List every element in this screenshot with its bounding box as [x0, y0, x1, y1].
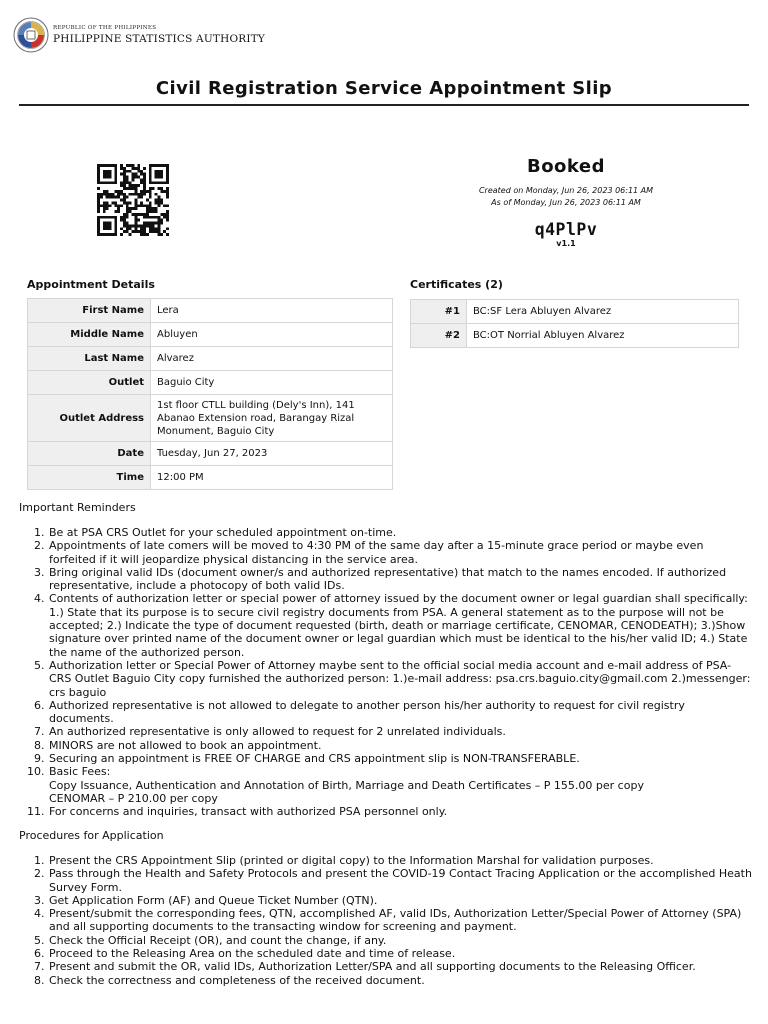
list-item: 6. Authorized representative is not allowed to delegate to another person his/her authority to request for civil registry documents.: [48, 699, 753, 726]
list-item: 4. Present/submit the corresponding fees, QTN, accomplished AF, valid IDs, Authorization Letter/Special Power of Attorney (SPA) and all supporting documents to the transacting window for screening and payment.: [48, 907, 753, 934]
page-title: Civil Registration Service Appointment Slip: [155, 78, 613, 99]
version-label: v1.1: [556, 239, 576, 248]
logo-country-text: REPUBLIC OF THE PHILIPPINES: [53, 25, 157, 31]
date-value: Tuesday, Jun 27, 2023: [151, 442, 393, 466]
first-name-label: First Name: [28, 299, 151, 323]
table-row: [28, 299, 393, 323]
title-divider: [19, 104, 749, 106]
list-item: 5. Authorization letter or Special Power of Attorney maybe sent to the official social media account and e-mail address of PSA-CRS Outlet Baguio City copy furnished the authorized person: 1.)e-mail address: psa.crs.baguio.city@gmail.com 2.)messenger: crs baguio: [48, 659, 753, 699]
certificate-value: BC:OT Norrial Abluyen Alvarez: [467, 324, 739, 348]
list-item: 6. Proceed to the Releasing Area on the scheduled date and time of release.: [48, 947, 753, 960]
list-item: 7. An authorized representative is only allowed to request for 2 unrelated individuals.: [48, 725, 753, 738]
last-name-value: Alvarez: [151, 347, 393, 371]
table-row: [411, 324, 739, 348]
psa-logo: [13, 17, 265, 53]
list-item: 1. Be at PSA CRS Outlet for your scheduled appointment on-time.: [48, 526, 753, 539]
basic-fees-label: Basic Fees:: [49, 765, 111, 779]
list-item: 9. Securing an appointment is FREE OF CHARGE and CRS appointment slip is NON-TRANSFERABLE.: [48, 752, 753, 765]
important-reminders-heading: Important Reminders: [19, 501, 136, 514]
list-item: 1. Present the CRS Appointment Slip (printed or digital copy) to the Information Marshal for validation purposes.: [48, 854, 753, 867]
list-item: 3. Bring original valid IDs (document owner/s and authorized representative) that match to the names encoded. If authorized representative, include a photocopy of both valid IDs.: [48, 566, 753, 593]
status-label: Booked: [526, 156, 606, 177]
booking-status-panel: [400, 156, 732, 248]
procedures-list: [48, 854, 753, 987]
table-row: [411, 300, 739, 324]
list-item: 2. Appointments of late comers will be moved to 4:30 PM of the same day after a 15-minute grace period or maybe even forfeited if it will jeopardize physical distancing in the service area.: [48, 539, 753, 566]
table-row: [28, 347, 393, 371]
list-item: 3. Get Application Form (AF) and Queue Ticket Number (QTN).: [48, 894, 753, 907]
list-item: [48, 765, 753, 805]
certificates-table: [410, 299, 739, 348]
list-item: 2. Pass through the Health and Safety Protocols and present the COVID-19 Contact Tracing Application or the accomplished Heath Survey Form.: [48, 867, 753, 894]
fee-cenomar: CENOMAR – P 210.00 per copy: [49, 791, 218, 805]
table-row: [28, 395, 393, 442]
middle-name-label: Middle Name: [28, 323, 151, 347]
table-row: [28, 323, 393, 347]
list-item: 8. Check the correctness and completeness of the received document.: [48, 974, 753, 987]
reference-code: q4PlPv: [534, 220, 598, 239]
as-of-timestamp: As of Monday, Jun 26, 2023 06:11 AM: [491, 198, 641, 207]
qr-modules: [97, 164, 169, 236]
outlet-address-label: Outlet Address: [28, 395, 151, 442]
list-item: 11. For concerns and inquiries, transact with authorized PSA personnel only.: [48, 805, 753, 818]
appointment-details-heading: Appointment Details: [27, 278, 155, 291]
certificates-heading: Certificates (2): [410, 278, 503, 291]
list-item: 8. MINORS are not allowed to book an appointment.: [48, 739, 753, 752]
outlet-label: Outlet: [28, 371, 151, 395]
certificate-value: BC:SF Lera Abluyen Alvarez: [467, 300, 739, 324]
created-timestamp: Created on Monday, Jun 26, 2023 06:11 AM: [478, 186, 654, 195]
outlet-address-value: 1st floor CTLL building (Dely's Inn), 141 Abanao Extension road, Barangay Rizal Monument, Baguio City: [151, 395, 393, 442]
certificate-number: #1: [411, 300, 467, 324]
time-label: Time: [28, 466, 151, 490]
middle-name-value: Abluyen: [151, 323, 393, 347]
logo-agency-name: PHILIPPINE STATISTICS AUTHORITY: [53, 32, 266, 45]
table-row: [28, 371, 393, 395]
list-item: 4. Contents of authorization letter or special power of attorney issued by the document owner or legal guardian shall specifically: 1.) State that its purpose is to secure civil registry documents from PSA. A general statement as to the purpose will not be accepted; 2.) Indicate the type of document requested (birth, death or marriage certificate, CENOMAR, CENODEATH); 3.)Show signature over printed name of the document owner or legal guardian which must be identical to the his/her valid ID; 4.) State the name of the authorized person.: [48, 592, 753, 658]
procedures-heading: Procedures for Application: [19, 829, 164, 842]
first-name-value: Lera: [151, 299, 393, 323]
last-name-label: Last Name: [28, 347, 151, 371]
list-item: 5. Check the Official Receipt (OR), and count the change, if any.: [48, 934, 753, 947]
time-value: 12:00 PM: [151, 466, 393, 490]
reminders-list: [48, 526, 753, 819]
fee-certificates: Copy Issuance, Authentication and Annotation of Birth, Marriage and Death Certificates – P 155.00 per copy: [49, 778, 644, 792]
psa-seal-icon: [13, 17, 49, 53]
appointment-details-table: [27, 298, 393, 490]
outlet-value: Baguio City: [151, 371, 393, 395]
qr-code-icon: [95, 164, 171, 236]
date-label: Date: [28, 442, 151, 466]
certificate-number: #2: [411, 324, 467, 348]
list-item: 7. Present and submit the OR, valid IDs, Authorization Letter/SPA and all supporting documents to the Releasing Officer.: [48, 960, 753, 973]
table-row: [28, 442, 393, 466]
table-row: [28, 466, 393, 490]
